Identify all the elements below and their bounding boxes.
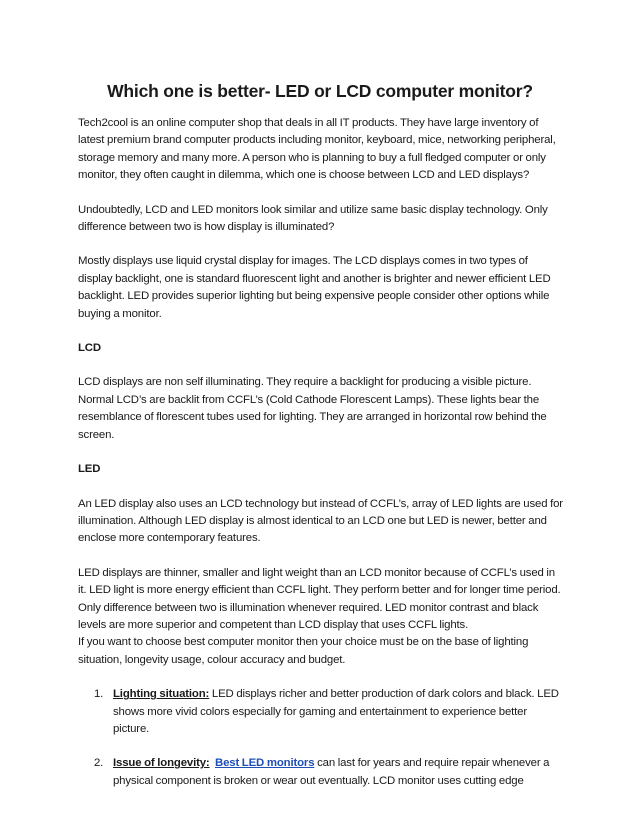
criteria-list: [78, 686, 564, 790]
list-text: LED displays richer and better production of dark colors and black. LED shows more vivid colors especially for gaming and entertainment to experience better picture.: [113, 688, 559, 735]
list-number: 1.: [94, 688, 104, 701]
intro-paragraph: Tech2cool is an online computer shop that deals in all IT products. They have large inventory of latest premium brand computer products including monitor, keyboard, mice, networking peripheral, storage memory and many more. A person who is planning to buy a full fledged computer or only monitor, they often caught in dilemma, which one is choose between LCD and LED displays?: [78, 117, 556, 182]
led-paragraph: An LED display also uses an LCD technology but instead of CCFL’s, array of LED lights are used for illumination. Although LED display is almost identical to an LCD one but LED is newer, better and enclose more contemporary features.: [78, 497, 563, 545]
list-term: Lighting situation:: [113, 688, 210, 701]
led-heading: LED: [78, 463, 101, 476]
difference-paragraph: Undoubtedly, LCD and LED monitors look similar and utilize same basic display technology. Only difference between two is how display is illuminated?: [78, 203, 548, 234]
list-item: [78, 686, 564, 738]
comparison-paragraph: LED displays are thinner, smaller and light weight than an LCD monitor because of CCFL’s used in it. LED light is more energy efficient than CCFL light. They perform better and for longer time period. Only difference between two is illumination whenever required. LED monitor contrast and black levels are more superior and competent than LCD display that uses CCFL lights.: [78, 566, 561, 631]
lcd-paragraph: LCD displays are non self illuminating. They require a backlight for producing a visible picture. Normal LCD’s are backlit from CCFL’s (Cold Cathode Florescent Lamps). These lights bear the resemblance of florescent tubes used for lighting. They are arranged in horizontal row behind the screen.: [78, 376, 547, 441]
list-item: [78, 755, 564, 790]
list-number: 2.: [94, 757, 104, 770]
lcd-heading: LCD: [78, 342, 101, 355]
page-title: Which one is better- LED or LCD computer monitor?: [107, 81, 533, 101]
list-text: can last for years and require repair whenever a physical component is broken or wear out eventually. LCD monitor uses cutting edge: [113, 757, 550, 787]
list-term: Issue of longevity:: [113, 757, 210, 770]
backlight-paragraph: Mostly displays use liquid crystal display for images. The LCD displays comes in two types of display backlight, one is standard fluorescent light and another is brighter and newer efficient LED backlight. LED provides superior lighting but being expensive people consider other options while buying a monitor.: [78, 255, 551, 320]
best-led-monitors-link[interactable]: Best LED monitors: [215, 757, 315, 770]
choose-paragraph: If you want to choose best computer monitor then your choice must be on the base of lighting situation, longevity usage, colour accuracy and budget.: [78, 636, 529, 666]
